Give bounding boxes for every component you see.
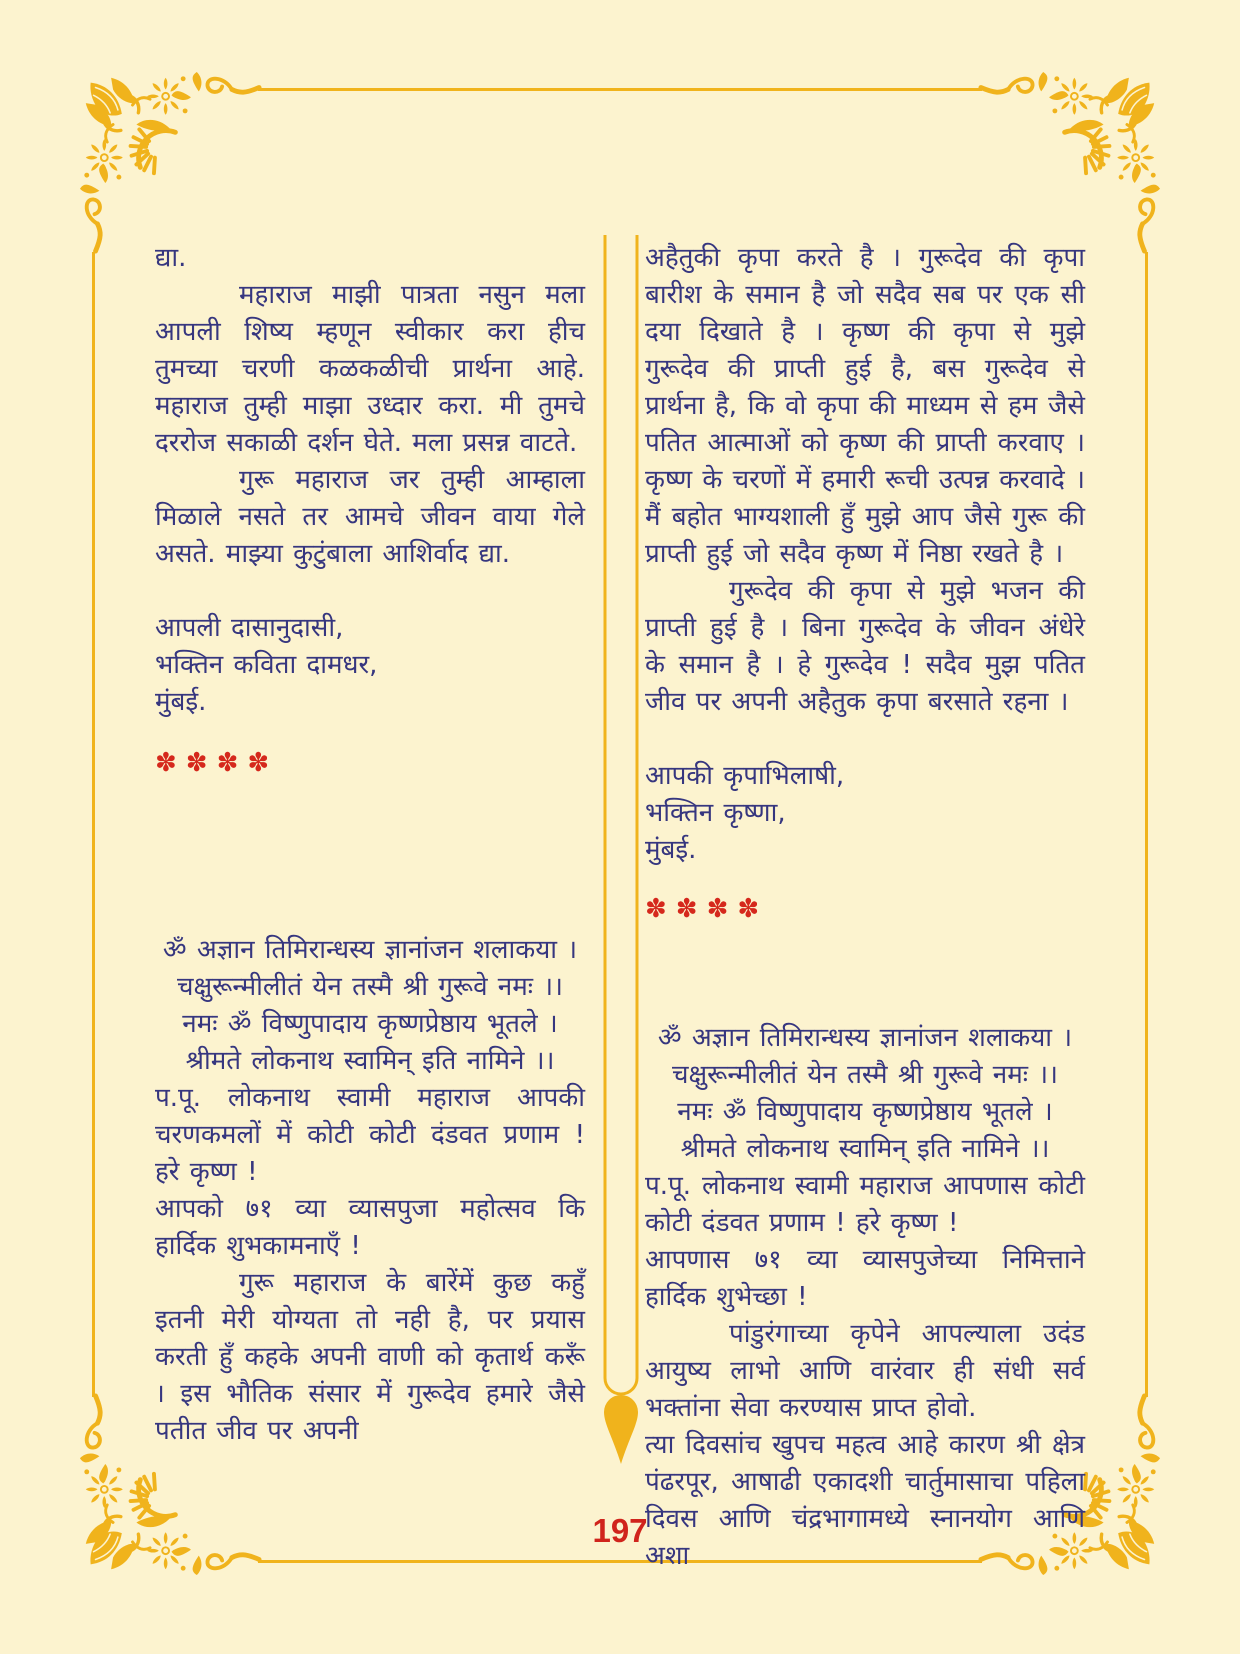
column-divider-icon bbox=[598, 232, 644, 1472]
section-separator: ✽✽✽✽ bbox=[645, 894, 769, 924]
paragraph: गुरू महाराज के बारेंमें कुछ कहुँ इतनी मेरी योग्यता तो नही है, पर प्रयास करती हुँ कहके अपनी वाणी को कृतार्थ करूँ । इस भौतिक संसार में गुरूदेव हमारे जैसे पतीत जीव पर अपनी bbox=[155, 1268, 585, 1446]
right-text-column bbox=[645, 240, 1085, 1575]
frame-border-right bbox=[1145, 252, 1148, 1397]
frame-border-left bbox=[92, 252, 95, 1397]
paragraph: पांडुरंगाच्या कृपेने आपल्याला उदंड आयुष्य लाभो आणि वारंवार ही संधी सर्व भक्तांना सेवा करण्यास प्राप्त होवो. bbox=[645, 1319, 1085, 1423]
paragraph: अहैतुकी कृपा करते है । गुरूदेव की कृपा बारीश के समान है जो सदैव सब पर एक सी दया दिखाते है । कृष्ण की कृपा से मुझे गुरूदेव की प्राप्ती हुई है, बस गुरूदेव से प्रार्थना है, कि वो कृपा की माध्यम से हम जैसे पतित आत्माओं को कृष्ण की प्राप्ती करवाए । कृष्ण के चरणों में हमारी रूची उत्पन्न करवादे । मैं बहोत भाग्यशाली हुँ मुझे आप जैसे गुरू की प्राप्ती हुई जो सदैव कृष्ण में निष्ठा रखते है । bbox=[645, 243, 1085, 569]
signature-line: मुंबई. bbox=[155, 687, 207, 717]
paragraph: गुरू महाराज जर तुम्ही आम्हाला मिळाले नसते तर आमचे जीवन वाया गेले असते. माझ्या कुटुंबाला आशिर्वाद द्या. bbox=[155, 465, 585, 569]
paragraph: महाराज माझी पात्रता नसुन मला आपली शिष्य म्हणून स्वीकार करा हीच तुमच्या चरणी कळकळीची प्रार्थना आहे. महाराज तुम्ही माझा उध्दार करा. मी तुमचे दररोज सकाळी दर्शन घेते. मला प्रसन्न वाटते. bbox=[155, 280, 585, 458]
floral-corner-icon bbox=[977, 70, 1162, 255]
signature-line: आपली दासानुदासी, bbox=[155, 613, 344, 643]
paragraph: प.पू. लोकनाथ स्वामी महाराज आपकी चरणकमलों में कोटी कोटी दंडवत प्रणाम ! हरे कृष्ण ! bbox=[155, 1083, 585, 1187]
section-separator: ✽✽✽✽ bbox=[155, 748, 279, 778]
verse-line: नमः ॐ विष्णुपादाय कृष्णप्रेष्ठाय भूतले । bbox=[677, 1097, 1053, 1127]
verse-line: ॐ अज्ञान तिमिरान्धस्य ज्ञानांजन शलाकया । bbox=[162, 935, 578, 965]
frame-border-top bbox=[258, 88, 982, 91]
left-text-column bbox=[155, 240, 585, 1450]
verse-line: श्रीमते लोकनाथ स्वामिन् इति नामिने ।। bbox=[680, 1134, 1050, 1164]
signature-line: भक्तिन कविता दामधर, bbox=[155, 650, 378, 680]
signature-block bbox=[645, 758, 1085, 869]
verse-line: श्रीमते लोकनाथ स्वामिन् इति नामिने ।। bbox=[185, 1046, 555, 1076]
paragraph: त्या दिवसांच खुपच महत्व आहे कारण श्री क्षेत्र पंढरपूर, आषाढी एकादशी चार्तुमासाचा पहिला दिवस आणि चंद्रभागामध्ये स्नानयोग आणि अशा bbox=[645, 1430, 1085, 1571]
page-number: 197 bbox=[592, 1512, 648, 1549]
signature-line: आपकी कृपाभिलाषी, bbox=[645, 761, 845, 791]
verse-line: चक्षुरून्मीलीतं येन तस्मै श्री गुरूवे नमः ।। bbox=[671, 1060, 1059, 1090]
paragraph: आपणास ७१ व्या व्यासपुजेच्या निमित्ताने हार्दिक शुभेच्छा ! bbox=[645, 1245, 1085, 1312]
verse-line: नमः ॐ विष्णुपादाय कृष्णप्रेष्ठाय भूतले । bbox=[182, 1009, 558, 1039]
paragraph: गुरूदेव की कृपा से मुझे भजन की प्राप्ती हुई है । बिना गुरूदेव के जीवन अंधेरे के समान है । हे गुरूदेव ! सदैव मुझ पतित जीव पर अपनी अहैतुक कृपा बरसाते रहना । bbox=[645, 576, 1085, 717]
floral-corner-icon bbox=[78, 70, 263, 255]
paragraph: प.पू. लोकनाथ स्वामी महाराज आपणास कोटी कोटी दंडवत प्रणाम ! हरे कृष्ण ! bbox=[645, 1171, 1085, 1238]
sanskrit-verse bbox=[155, 932, 585, 1080]
signature-line: मुंबई. bbox=[645, 835, 697, 865]
verse-line: चक्षुरून्मीलीतं येन तस्मै श्री गुरूवे नमः ।। bbox=[176, 972, 564, 1002]
paragraph: द्या. bbox=[155, 243, 187, 273]
sanskrit-verse bbox=[645, 1020, 1085, 1168]
verse-line: ॐ अज्ञान तिमिरान्धस्य ज्ञानांजन शलाकया । bbox=[657, 1023, 1073, 1053]
signature-block bbox=[155, 610, 585, 721]
signature-line: भक्तिन कृष्णा, bbox=[645, 798, 786, 828]
paragraph: आपको ७१ व्या व्यासपुजा महोत्सव कि हार्दिक शुभकामनाएँ ! bbox=[155, 1194, 585, 1261]
